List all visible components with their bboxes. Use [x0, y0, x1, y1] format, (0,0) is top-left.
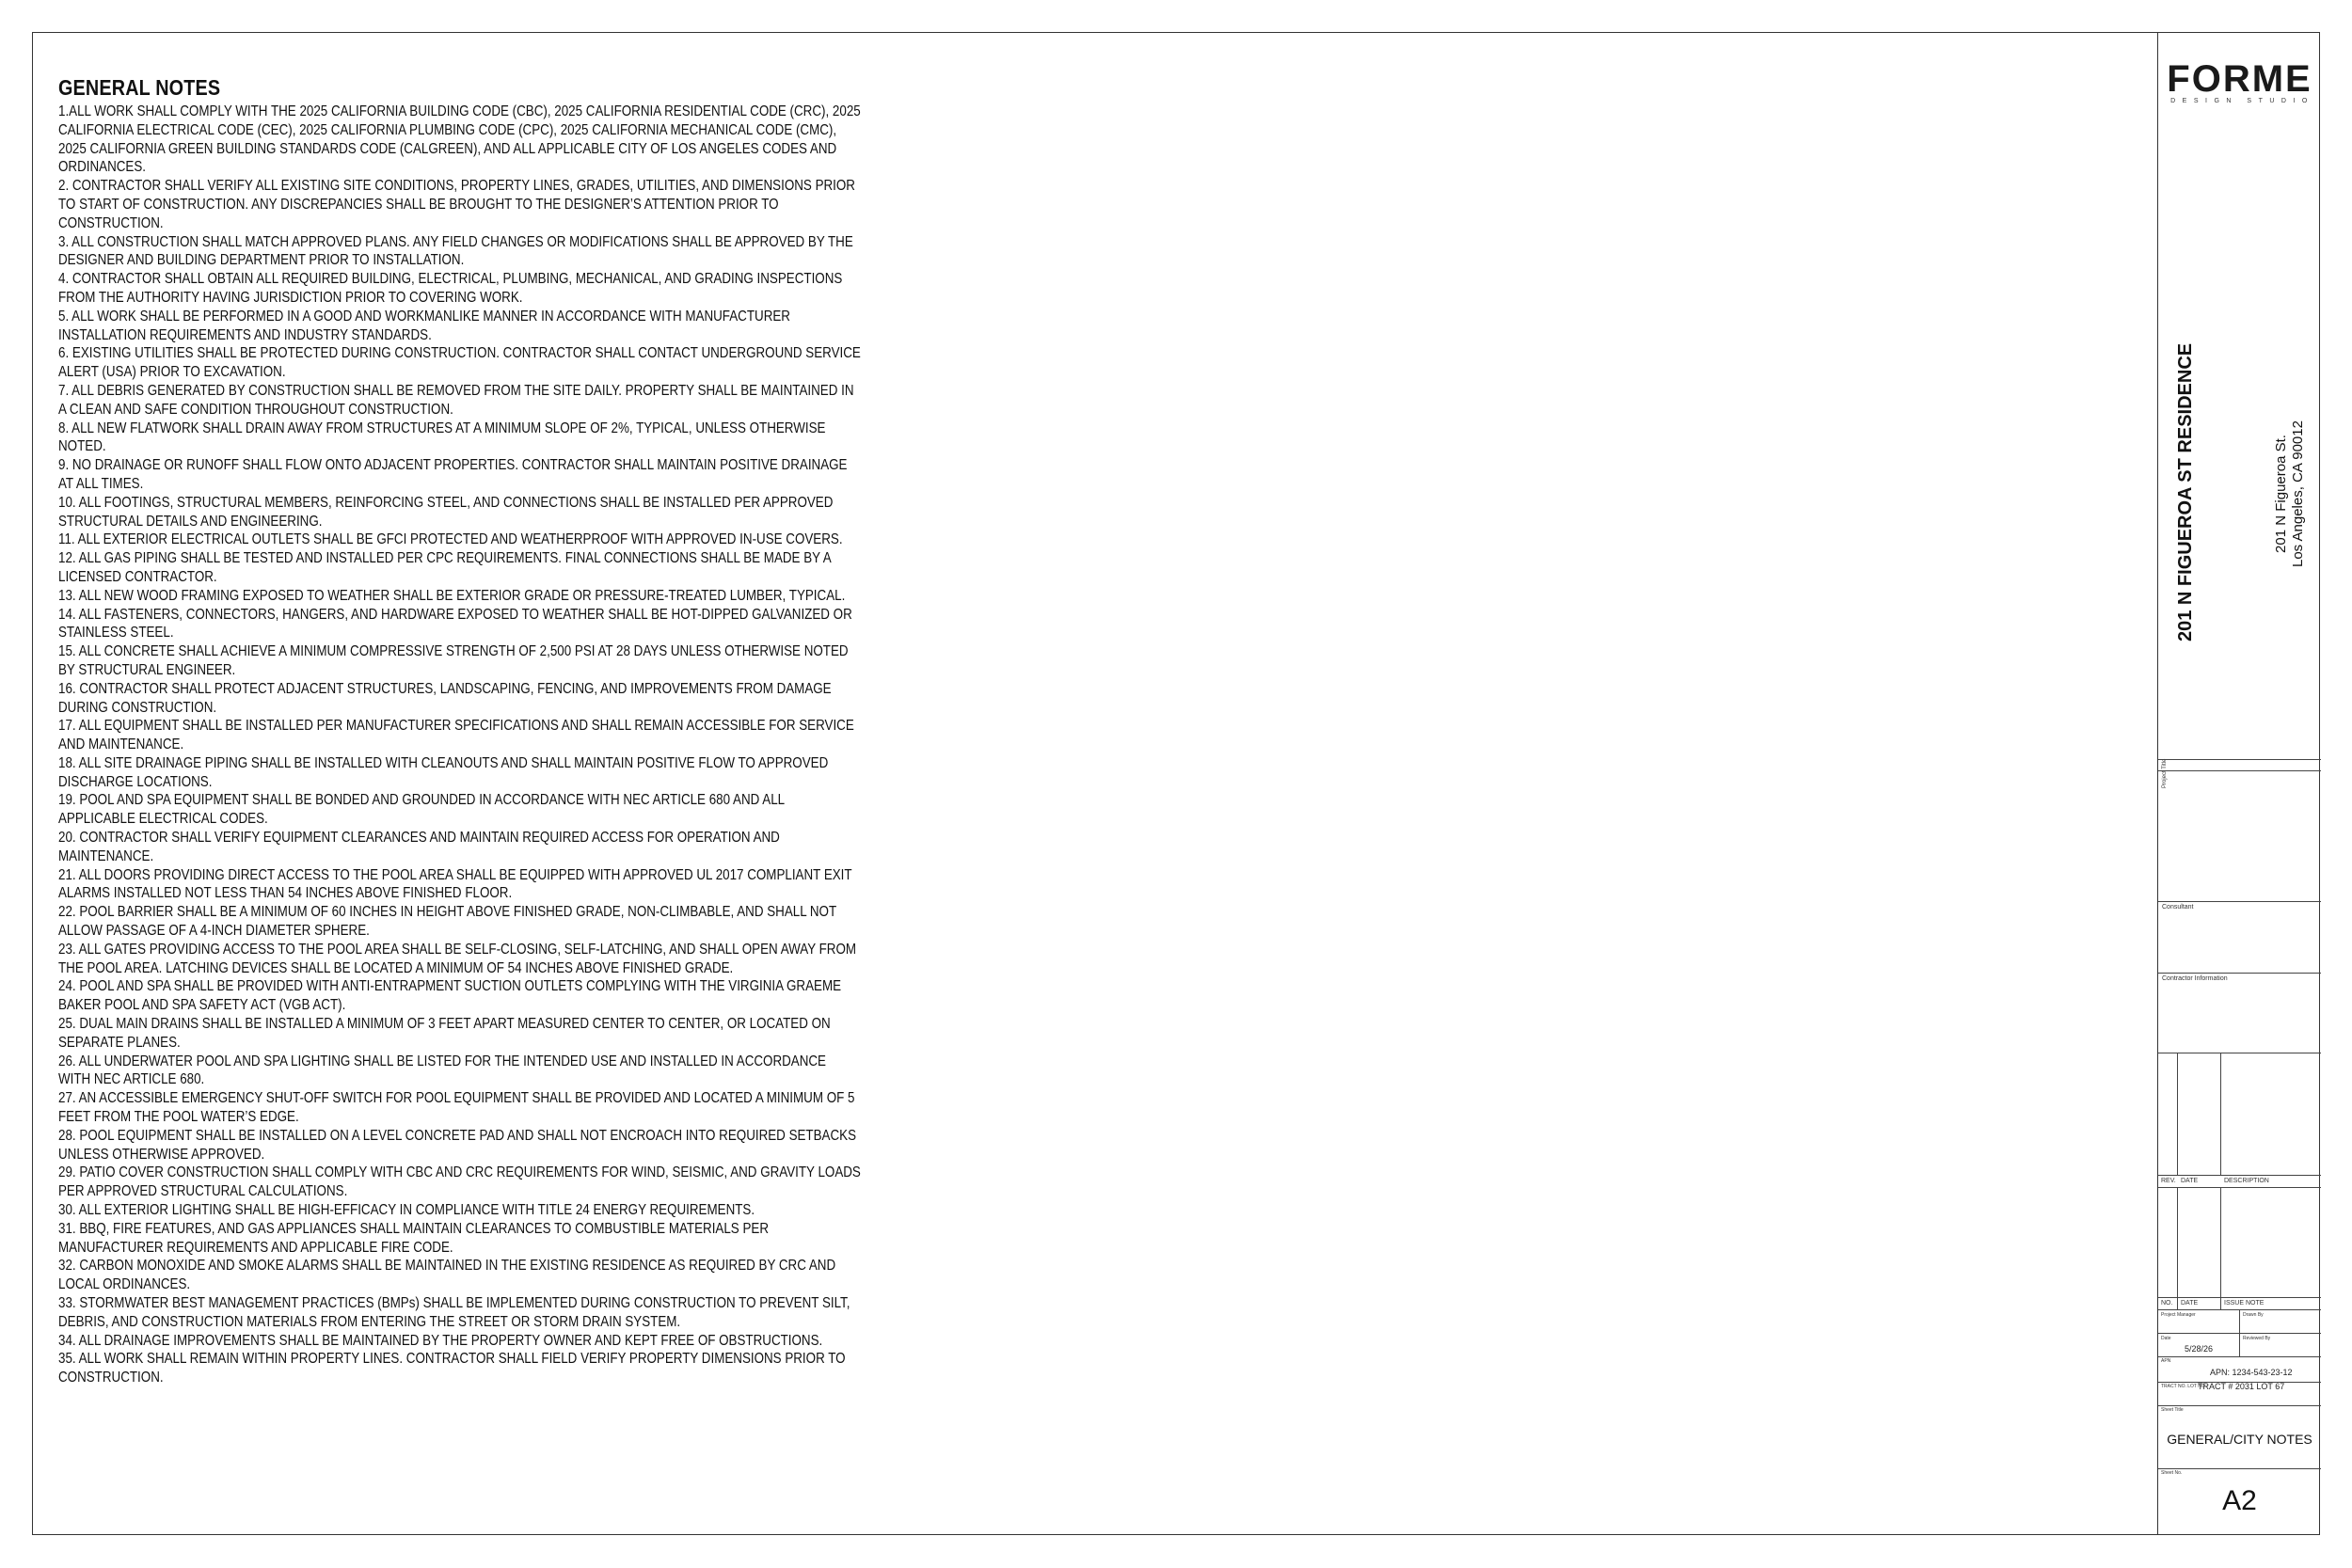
divider [2158, 1333, 2321, 1334]
rev-header-date: DATE [2181, 1178, 2199, 1184]
note-item: 35. ALL WORK SHALL REMAIN WITHIN PROPERTY LINES. CONTRACTOR SHALL FIELD VERIFY PROPERTY DIMENSIONS PRIOR TO CONSTRUCTION. [58, 1351, 846, 1386]
title-block [2157, 32, 2320, 1535]
date-value: 5/28/26 [2185, 1344, 2214, 1354]
apn-label: APN [2161, 1358, 2171, 1364]
note-item: 11. ALL EXTERIOR ELECTRICAL OUTLETS SHALL BE GFCI PROTECTED AND WEATHERPROOF WITH APPROVED IN-USE COVERS. [58, 531, 843, 548]
note-item: 26. ALL UNDERWATER POOL AND SPA LIGHTING SHALL BE LISTED FOR THE INTENDED USE AND INSTALLED IN ACCORDANCE WITH NEC ARTICLE 680. [58, 1053, 826, 1088]
divider [2158, 1468, 2321, 1469]
rev-header-description: DESCRIPTION [2224, 1178, 2269, 1184]
apn-value: APN: 1234-543-23-12 [2210, 1368, 2293, 1377]
divider [2158, 759, 2321, 760]
drawn-by-label: Drawn By [2243, 1312, 2264, 1318]
note-item: 14. ALL FASTENERS, CONNECTORS, HANGERS, AND HARDWARE EXPOSED TO WEATHER SHALL BE HOT-DIPPED GALVANIZED OR STAINLESS STEEL. [58, 606, 852, 641]
note-item: 6. EXISTING UTILITIES SHALL BE PROTECTED DURING CONSTRUCTION. CONTRACTOR SHALL CONTACT UNDERGROUND SERVICE ALERT (USA) PRIOR TO EXCAVATION. [58, 345, 861, 381]
issue-col-divider [2220, 1187, 2221, 1309]
rev-header-rev: REV. [2161, 1178, 2176, 1184]
note-item: 4. CONTRACTOR SHALL OBTAIN ALL REQUIRED BUILDING, ELECTRICAL, PLUMBING, MECHANICAL, AND GRADING INSPECTIONS FROM THE AUTHORITY HAVING JURISDICTION PRIOR TO COVERING WORK. [58, 271, 843, 306]
note-item: 29. PATIO COVER CONSTRUCTION SHALL COMPLY WITH CBC AND CRC REQUIREMENTS FOR WIND, SEISMIC, AND GRAVITY LOADS PER APPROVED STRUCTURAL CALCULATIONS. [58, 1164, 861, 1200]
note-item: 3. ALL CONSTRUCTION SHALL MATCH APPROVED PLANS. ANY FIELD CHANGES OR MODIFICATIONS SHALL BE APPROVED BY THE DESIGNER AND BUILDING DEPARTMENT PRIOR TO INSTALLATION. [58, 233, 853, 269]
issue-header-date: DATE [2181, 1300, 2199, 1307]
note-item: 20. CONTRACTOR SHALL VERIFY EQUIPMENT CLEARANCES AND MAINTAIN REQUIRED ACCESS FOR OPERATION AND MAINTENANCE. [58, 830, 780, 864]
logo-tagline: DESIGN STUDIO [2170, 98, 2314, 104]
notes-list [58, 103, 943, 1387]
divider [2158, 973, 2321, 974]
note-item: 31. BBQ, FIRE FEATURES, AND GAS APPLIANCES SHALL MAINTAIN CLEARANCES TO COMBUSTIBLE MATERIALS PER MANUFACTURER REQUIREMENTS AND APPLICABLE FIRE CODE. [58, 1220, 769, 1256]
note-item: 21. ALL DOORS PROVIDING DIRECT ACCESS TO THE POOL AREA SHALL BE EQUIPPED WITH APPROVED UL 2017 COMPLIANT EXIT ALARMS INSTALLED NOT LESS THAN 54 INCHES ABOVE FINISHED FLOOR. [58, 866, 852, 902]
note-item: 30. ALL EXTERIOR LIGHTING SHALL BE HIGH-EFFICACY IN COMPLIANCE WITH TITLE 24 ENERGY REQUIREMENTS. [58, 1202, 755, 1219]
tract-value: TRACT # 2031 LOT 67 [2198, 1382, 2285, 1391]
note-item: 1.ALL WORK SHALL COMPLY WITH THE 2025 CALIFORNIA BUILDING CODE (CBC), 2025 CALIFORNIA RESIDENTIAL CODE (CRC), 2025 CALIFORNIA ELECTRICAL CODE (CEC), 2025 CALIFORNIA PLUMBING CODE (CPC), 2025 CALIFORNIA MECHANICAL CODE (CMC), 2025 CALIFORNIA GREEN BUILDING STANDARDS CODE (CALGREEN), AND ALL APPLICABLE CITY OF LOS ANGELES CODES AND ORDINANCES. [58, 103, 861, 176]
address-line-2: Los Angeles, CA 90012 [2290, 420, 2306, 567]
note-item: 7. ALL DEBRIS GENERATED BY CONSTRUCTION SHALL BE REMOVED FROM THE SITE DAILY. PROPERTY SHALL BE MAINTAINED IN A CLEAN AND SAFE CONDITION THROUGHOUT CONSTRUCTION. [58, 382, 854, 418]
divider [2158, 1405, 2321, 1406]
note-item: 16. CONTRACTOR SHALL PROTECT ADJACENT STRUCTURES, LANDSCAPING, FENCING, AND IMPROVEMENTS FROM DAMAGE DURING CONSTRUCTION. [58, 680, 832, 716]
note-item: 34. ALL DRAINAGE IMPROVEMENTS SHALL BE MAINTAINED BY THE PROPERTY OWNER AND KEPT FREE OF OBSTRUCTIONS. [58, 1332, 823, 1349]
note-item: 28. POOL EQUIPMENT SHALL BE INSTALLED ON A LEVEL CONCRETE PAD AND SHALL NOT ENCROACH INTO REQUIRED SETBACKS UNLESS OTHERWISE APPROVED. [58, 1127, 857, 1163]
issue-header-note: ISSUE NOTE [2224, 1300, 2265, 1307]
logo-wordmark: FORME [2167, 58, 2312, 100]
note-item: 15. ALL CONCRETE SHALL ACHIEVE A MINIMUM COMPRESSIVE STRENGTH OF 2,500 PSI AT 28 DAYS UNLESS OTHERWISE NOTED BY STRUCTURAL ENGINEER. [58, 643, 849, 678]
note-item: 5. ALL WORK SHALL BE PERFORMED IN A GOOD AND WORKMANLIKE MANNER IN ACCORDANCE WITH MANUFACTURER INSTALLATION REQUIREMENTS AND INDUSTRY STANDARDS. [58, 308, 790, 343]
note-item: 12. ALL GAS PIPING SHALL BE TESTED AND INSTALLED PER CPC REQUIREMENTS. FINAL CONNECTIONS SHALL BE MADE BY A LICENSED CONTRACTOR. [58, 550, 832, 585]
sheet-title: GENERAL/CITY NOTES [2167, 1432, 2312, 1447]
divider [2158, 770, 2321, 771]
consultant-label: Consultant [2162, 904, 2194, 911]
project-address [2273, 420, 2307, 567]
divider [2158, 1187, 2321, 1188]
divider [2158, 1297, 2321, 1298]
divider [2158, 1175, 2321, 1176]
general-notes [58, 75, 943, 1387]
project-title-label: Project Title [2162, 758, 2168, 788]
note-item: 8. ALL NEW FLATWORK SHALL DRAIN AWAY FROM STRUCTURES AT A MINIMUM SLOPE OF 2%, TYPICAL, UNLESS OTHERWISE NOTED. [58, 420, 826, 455]
note-item: 33. STORMWATER BEST MANAGEMENT PRACTICES (BMPs) SHALL BE IMPLEMENTED DURING CONSTRUCTION TO PREVENT SILT, DEBRIS, AND CONSTRUCTION MATERIALS FROM ENTERING THE STREET OR STORM DRAIN SYSTEM. [58, 1295, 850, 1330]
note-item: 17. ALL EQUIPMENT SHALL BE INSTALLED PER MANUFACTURER SPECIFICATIONS AND SHALL REMAIN ACCESSIBLE FOR SERVICE AND MAINTENANCE. [58, 718, 854, 753]
note-item: 27. AN ACCESSIBLE EMERGENCY SHUT-OFF SWITCH FOR POOL EQUIPMENT SHALL BE PROVIDED AND LOCATED A MINIMUM OF 5 FEET FROM THE POOL WATER’S EDGE. [58, 1090, 855, 1126]
sheet-title-label: Sheet Title [2161, 1407, 2184, 1413]
note-item: 23. ALL GATES PROVIDING ACCESS TO THE POOL AREA SHALL BE SELF-CLOSING, SELF-LATCHING, AND SHALL OPEN AWAY FROM THE POOL AREA. LATCHING DEVICES SHALL BE LOCATED A MINIMUM OF 54 INCHES ABOVE FINISHED GRADE. [58, 941, 857, 976]
notes-title: GENERAL NOTES [58, 75, 221, 100]
note-item: 9. NO DRAINAGE OR RUNOFF SHALL FLOW ONTO ADJACENT PROPERTIES. CONTRACTOR SHALL MAINTAIN POSITIVE DRAINAGE AT ALL TIMES. [58, 457, 848, 492]
note-item: 13. ALL NEW WOOD FRAMING EXPOSED TO WEATHER SHALL BE EXTERIOR GRADE OR PRESSURE-TREATED LUMBER, TYPICAL. [58, 587, 846, 604]
tract-label: TRACT NO. LOT NO. [2161, 1384, 2207, 1389]
note-item: 2. CONTRACTOR SHALL VERIFY ALL EXISTING SITE CONDITIONS, PROPERTY LINES, GRADES, UTILITIES, AND DIMENSIONS PRIOR TO START OF CONSTRUCTION. ANY DISCREPANCIES SHALL BE BROUGHT TO THE DESIGNER’S ATTENTION PRIOR TO CONSTRUCTION. [58, 178, 855, 231]
contractor-label: Contractor Information [2162, 975, 2228, 982]
rev-col-divider [2220, 1053, 2221, 1175]
note-item: 24. POOL AND SPA SHALL BE PROVIDED WITH ANTI-ENTRAPMENT SUCTION OUTLETS COMPLYING WITH THE VIRGINIA GRAEME BAKER POOL AND SPA SAFETY ACT (VGB ACT). [58, 978, 842, 1014]
date-label: Date [2161, 1336, 2171, 1341]
note-item: 25. DUAL MAIN DRAINS SHALL BE INSTALLED A MINIMUM OF 3 FEET APART MEASURED CENTER TO CENTER, OR LOCATED ON SEPARATE PLANES. [58, 1016, 831, 1051]
reviewed-by-label: Reviewed By [2243, 1336, 2271, 1341]
issue-col-divider [2177, 1187, 2178, 1309]
note-item: 10. ALL FOOTINGS, STRUCTURAL MEMBERS, REINFORCING STEEL, AND CONNECTIONS SHALL BE INSTALLED PER APPROVED STRUCTURAL DETAILS AND ENGINEERING. [58, 494, 834, 530]
rev-col-divider [2177, 1053, 2178, 1175]
divider [2158, 901, 2321, 902]
note-item: 32. CARBON MONOXIDE AND SMOKE ALARMS SHALL BE MAINTAINED IN THE EXISTING RESIDENCE AS REQUIRED BY CRC AND LOCAL ORDINANCES. [58, 1258, 836, 1293]
sheet-number: A2 [2222, 1485, 2257, 1516]
project-title: 201 N FIGUEROA ST RESIDENCE [2175, 342, 2196, 641]
sheet-no-label: Sheet No. [2161, 1470, 2183, 1476]
forme-logo [2158, 60, 2321, 104]
project-manager-label: Project Manager [2161, 1312, 2196, 1318]
address-line-1: 201 N Figueroa St. [2273, 435, 2289, 553]
note-item: 18. ALL SITE DRAINAGE PIPING SHALL BE INSTALLED WITH CLEANOUTS AND SHALL MAINTAIN POSITIVE FLOW TO APPROVED DISCHARGE LOCATIONS. [58, 754, 829, 790]
note-item: 22. POOL BARRIER SHALL BE A MINIMUM OF 60 INCHES IN HEIGHT ABOVE FINISHED GRADE, NON-CLIMBABLE, AND SHALL NOT ALLOW PASSAGE OF A 4-INCH DIAMETER SPHERE. [58, 904, 837, 940]
issue-header-no: NO. [2161, 1300, 2173, 1307]
note-item: 19. POOL AND SPA EQUIPMENT SHALL BE BONDED AND GROUNDED IN ACCORDANCE WITH NEC ARTICLE 680 AND ALL APPLICABLE ELECTRICAL CODES. [58, 792, 786, 828]
divider [2158, 1356, 2321, 1357]
